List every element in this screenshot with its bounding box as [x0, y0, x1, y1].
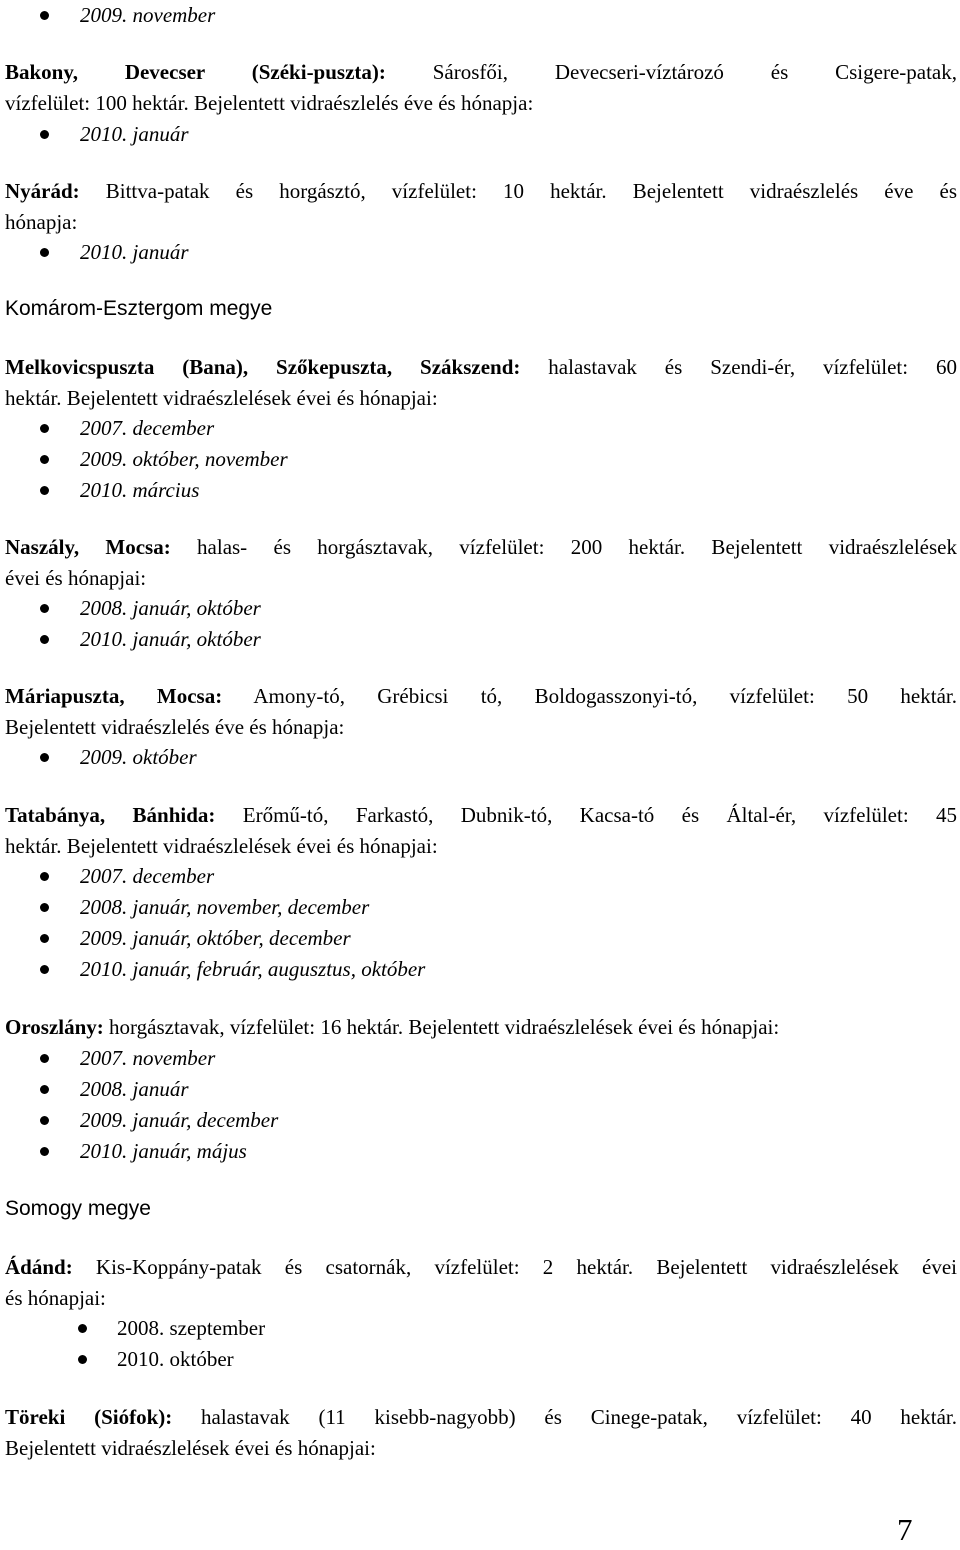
location-description: Sárosfői, Devecseri-víztározó és Csigere-patak,	[385, 60, 957, 84]
paragraph-line	[5, 1402, 957, 1433]
location-description: hektár. Bejelentett vidraészlelések évei és hónapjai:	[5, 386, 438, 410]
paragraph-line	[5, 1283, 957, 1314]
bullet-dot-icon	[40, 455, 49, 464]
bullet-item	[0, 742, 960, 773]
bullet-text: 2009. október, november	[80, 447, 288, 471]
section-heading: Komárom-Esztergom megye	[5, 297, 273, 320]
page-number: 7	[897, 1512, 913, 1547]
bullet-item	[0, 861, 960, 892]
bullet-dot-icon	[40, 965, 49, 974]
location-paragraph	[5, 352, 957, 414]
location-description: évei és hónapjai:	[5, 566, 147, 590]
bullet-dot-icon	[40, 248, 49, 257]
location-description: halastavak és Szendi-ér, vízfelület: 60	[520, 355, 957, 379]
bullet-item	[0, 1136, 960, 1167]
bullet-dot-icon	[40, 1085, 49, 1094]
bullet-dot-icon	[40, 11, 49, 20]
bullet-text: 2007. november	[80, 1046, 216, 1070]
location-name: Töreki (Siófok):	[5, 1405, 173, 1429]
paragraph-line	[5, 1012, 957, 1043]
paragraph-line	[5, 57, 957, 88]
bullet-text: 2009. november	[80, 3, 216, 27]
location-description: Bejelentett vidraészlelés éve és hónapja:	[5, 715, 345, 739]
bullet-dot-icon	[78, 1355, 87, 1364]
bullet-text: 2010. január	[80, 122, 189, 146]
bullet-dot-icon	[40, 753, 49, 762]
location-name: Bakony, Devecser (Széki-puszta):	[5, 60, 386, 84]
location-name: Oroszlány:	[5, 1015, 104, 1039]
bullet-item	[0, 954, 960, 985]
bullet-dot-icon	[40, 1054, 49, 1063]
bullet-dot-icon	[40, 486, 49, 495]
location-description: Bittva-patak és horgásztó, vízfelület: 10 hektár. Bejelentett vidraészlelés éve és	[79, 179, 957, 203]
location-description: Erőmű-tó, Farkastó, Dubnik-tó, Kacsa-tó és Által-ér, vízfelület: 45	[215, 803, 957, 827]
bullet-text: 2007. december	[80, 864, 215, 888]
bullet-dot-icon	[40, 1147, 49, 1156]
bullet-dot-icon	[78, 1324, 87, 1333]
bullet-text: 2008. január, október	[80, 596, 261, 620]
section-heading: Somogy megye	[5, 1197, 151, 1220]
bullet-text: 2009. január, október, december	[80, 926, 351, 950]
location-paragraph	[5, 681, 957, 743]
location-name: Nyárád:	[5, 179, 80, 203]
location-paragraph	[5, 532, 957, 594]
bullet-text: 2010. január, május	[80, 1139, 247, 1163]
location-paragraph	[5, 1402, 957, 1464]
location-paragraph	[5, 57, 957, 119]
location-paragraph	[5, 800, 957, 862]
bullet-item	[0, 1105, 960, 1136]
bullet-item	[0, 237, 960, 268]
bullet-text: 2008. január, november, december	[80, 895, 370, 919]
location-description: és hónapjai:	[5, 1286, 106, 1310]
bullet-item	[0, 119, 960, 150]
location-paragraph	[5, 1252, 957, 1314]
bullet-text: 2010. október	[117, 1347, 234, 1371]
bullet-dot-icon	[40, 1116, 49, 1125]
bullet-item	[0, 0, 960, 31]
bullet-item	[0, 1074, 960, 1105]
location-description: Amony-tó, Grébicsi tó, Boldogasszonyi-tó, vízfelület: 50 hektár.	[222, 684, 957, 708]
location-paragraph	[5, 176, 957, 238]
bullet-text: 2009. január, december	[80, 1108, 279, 1132]
bullet-dot-icon	[40, 934, 49, 943]
location-name: Melkovicspuszta (Bana), Szőkepuszta, Szákszend:	[5, 355, 521, 379]
location-description: hónapja:	[5, 210, 78, 234]
location-description: halastavak (11 kisebb-nagyobb) és Cinege-patak, vízfelület: 40 hektár.	[172, 1405, 957, 1429]
bullet-text: 2008. január	[80, 1077, 189, 1101]
bullet-item	[0, 624, 960, 655]
paragraph-line	[5, 712, 957, 743]
location-description: Kis-Koppány-patak és csatornák, vízfelület: 2 hektár. Bejelentett vidraészlelések évei	[72, 1255, 957, 1279]
bullet-item	[0, 593, 960, 624]
location-name: Ádánd:	[5, 1255, 73, 1279]
paragraph-line	[5, 800, 957, 831]
paragraph-line	[5, 1252, 957, 1283]
paragraph-line	[5, 383, 957, 414]
location-name: Máriapuszta, Mocsa:	[5, 684, 223, 708]
bullet-item	[0, 892, 960, 923]
paragraph-line	[5, 1433, 957, 1464]
bullet-item	[0, 1313, 960, 1344]
location-name: Tatabánya, Bánhida:	[5, 803, 216, 827]
bullet-item	[0, 444, 960, 475]
location-description: halas- és horgásztavak, vízfelület: 200 hektár. Bejelentett vidraészlelések	[170, 535, 957, 559]
bullet-text: 2008. szeptember	[117, 1316, 266, 1340]
bullet-item	[0, 1043, 960, 1074]
bullet-text: 2010. január	[80, 240, 189, 264]
bullet-item	[0, 1344, 960, 1375]
location-name: Naszály, Mocsa:	[5, 535, 171, 559]
location-paragraph	[5, 1012, 957, 1043]
location-description: vízfelület: 100 hektár. Bejelentett vidraészlelés éve és hónapja:	[5, 91, 534, 115]
bullet-dot-icon	[40, 872, 49, 881]
paragraph-line	[5, 681, 957, 712]
bullet-dot-icon	[40, 604, 49, 613]
bullet-item	[0, 475, 960, 506]
bullet-item	[0, 923, 960, 954]
bullet-text: 2010. január, október	[80, 627, 261, 651]
paragraph-line	[5, 176, 957, 207]
bullet-item	[0, 413, 960, 444]
bullet-dot-icon	[40, 635, 49, 644]
bullet-text: 2007. december	[80, 416, 215, 440]
bullet-text: 2010. március	[80, 478, 200, 502]
paragraph-line	[5, 352, 957, 383]
location-description: Bejelentett vidraészlelések évei és hónapjai:	[5, 1436, 376, 1460]
paragraph-line	[5, 207, 957, 238]
location-description: hektár. Bejelentett vidraészlelések évei és hónapjai:	[5, 834, 438, 858]
bullet-text: 2009. október	[80, 745, 197, 769]
paragraph-line	[5, 88, 957, 119]
bullet-dot-icon	[40, 130, 49, 139]
paragraph-line	[5, 831, 957, 862]
paragraph-line	[5, 563, 957, 594]
location-description: horgásztavak, vízfelület: 16 hektár. Bejelentett vidraészlelések évei és hónapjai:	[103, 1015, 780, 1039]
paragraph-line	[5, 532, 957, 563]
bullet-text: 2010. január, február, augusztus, október	[80, 957, 426, 981]
bullet-dot-icon	[40, 903, 49, 912]
bullet-dot-icon	[40, 424, 49, 433]
